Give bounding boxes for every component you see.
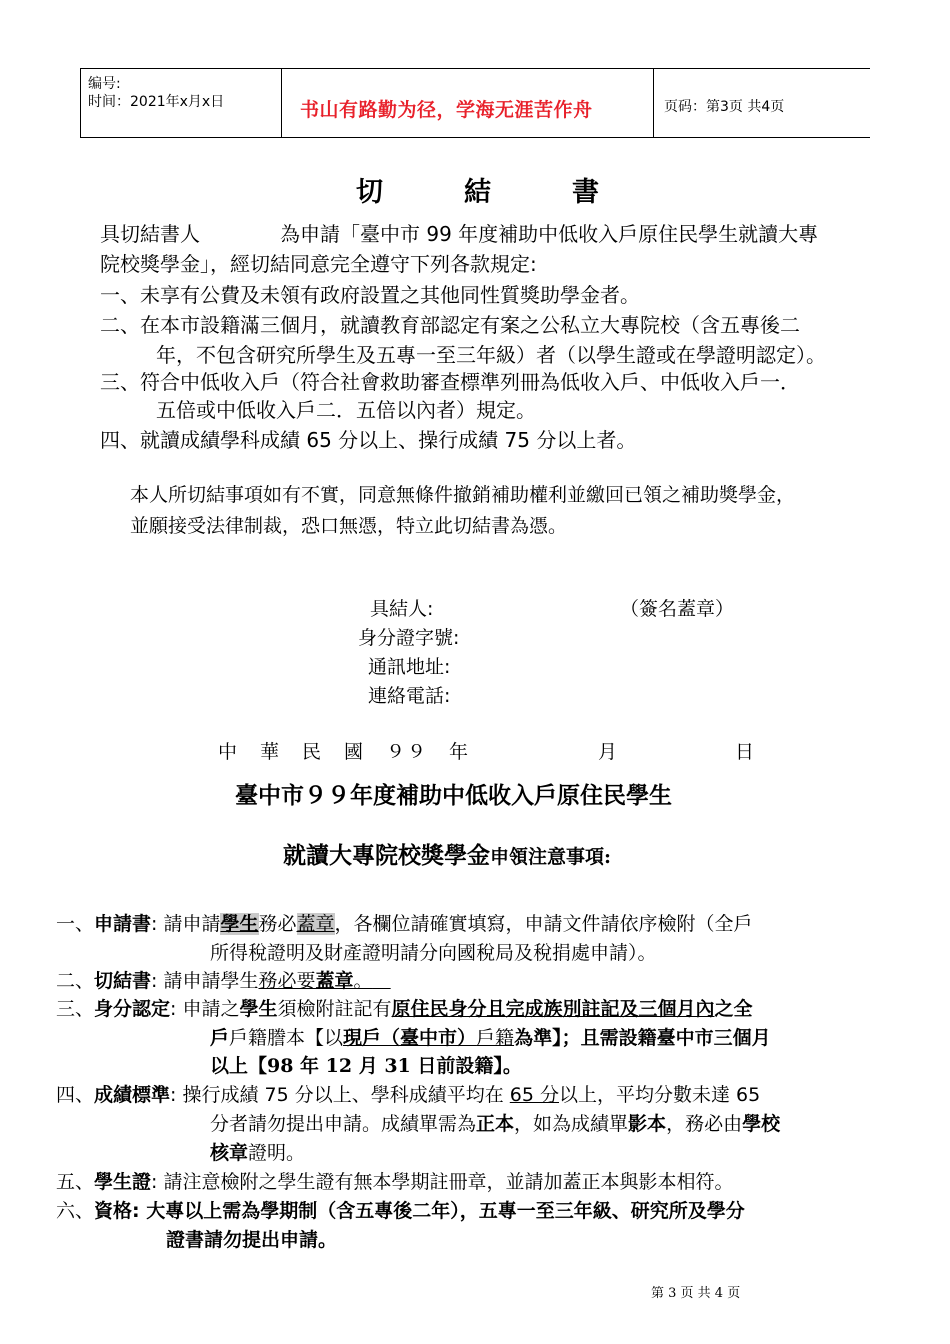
notice-item-3-line-2-d: 戶籍 — [476, 1027, 515, 1049]
notice-item-3-num: 三、 — [56, 998, 95, 1020]
rule-item-3-line-1: 三、符合中低收入戶（符合社會救助審查標準列冊為低收入戶、中低收入戶一． — [100, 370, 800, 394]
notice-item-4-line-2 — [210, 1109, 780, 1136]
notice-item-1-num: 一、 — [56, 913, 95, 935]
intro-line-1: 具切結書人 為申請「臺中市 99 年度補助中低收入戶原住民學生就讀大專 — [100, 222, 819, 246]
notice-item-5-text: : 請注意檢附之學生證有無本學期註冊章，並請加蓋正本與影本相符。 — [151, 1171, 734, 1193]
notice-item-6-num: 六、 — [56, 1200, 95, 1222]
notice-item-5 — [56, 1167, 733, 1194]
notice-item-4-line-3 — [210, 1138, 305, 1165]
notice-item-4-text-a: : 操行成績 75 分以上、學科成績平均在 — [170, 1084, 510, 1106]
notice-item-1-highlight-seal: 蓋章 — [296, 913, 335, 935]
notice-item-2-underline-3: 。 — [353, 970, 373, 992]
notice-item-4-underline: 65 分 — [509, 1084, 559, 1106]
rule-item-4: 四、就讀成績學科成績 65 分以上、操行成績 75 分以上者。 — [100, 428, 637, 452]
notice-item-3-line-2-c: 現戶（臺中市） — [343, 1027, 477, 1049]
notice-item-3-label: 身分認定 — [94, 998, 171, 1020]
notice-item-3-line-2 — [210, 1023, 771, 1050]
notice-item-3-line-2-e: 為準】；且需設籍臺中市三個月 — [514, 1027, 771, 1049]
date-year: 中 華 民 國 ９９ 年 — [218, 741, 471, 763]
notice-item-6-label: 資格: — [94, 1200, 140, 1222]
notice-item-3-text-c: 須檢附註記有 — [277, 998, 392, 1020]
notice-item-4-line-2-c: ，如為成績單 — [514, 1113, 629, 1135]
rule-item-2-line-1: 二、在本市設籍滿三個月，就讀教育部認定有案之公私立大專院校（含五專後二 — [100, 313, 800, 337]
intro-line-2: 院校獎學金」，經切結同意完全遵守下列各款規定: — [100, 252, 537, 276]
notice-item-2-text-a: : 請申請學生 — [151, 970, 259, 992]
notice-title-line-2 — [283, 837, 611, 870]
rule-item-3-line-2: 五倍或中低收入戶二．五倍以內者）規定。 — [156, 398, 536, 422]
notice-item-4-text-b: 以上，平均分數未達 65 — [559, 1084, 761, 1106]
notice-item-3-text-a: : 申請之 — [170, 998, 240, 1020]
notice-item-1-label: 申請書 — [94, 913, 152, 935]
notice-item-5-num: 五、 — [56, 1171, 95, 1193]
sign-note: （簽名蓋章） — [620, 598, 735, 620]
notice-title-main: 就讀大專院校獎學金 — [283, 842, 490, 869]
id-number-label: 身分證字號: — [358, 627, 460, 649]
notice-item-3-line-2-b: 戶籍謄本【以 — [229, 1027, 344, 1049]
notice-title-line-1: 臺中市９９年度補助中低收入戶原住民學生 — [235, 782, 672, 809]
notice-item-6 — [56, 1196, 745, 1223]
notice-item-4-line-2-f: 學校 — [742, 1113, 781, 1135]
notice-item-4-num: 四、 — [56, 1084, 95, 1106]
notice-item-3-student: 學生 — [239, 998, 278, 1020]
notice-item-4-line-2-d: 影本 — [628, 1113, 667, 1135]
notice-item-4-label: 成績標準 — [94, 1084, 171, 1106]
notice-item-2-underline-tail — [373, 970, 391, 992]
notice-item-3-line-3: 以上【98 年 12 月 31 日前設籍】。 — [210, 1055, 522, 1077]
notice-item-2-label: 切結書 — [94, 970, 152, 992]
declaration-line-1: 本人所切結事項如有不實，同意無條件撤銷補助權利並繳回已領之補助獎學金， — [130, 484, 796, 506]
notice-item-1 — [56, 909, 753, 936]
header-number-label: 编号: — [88, 76, 121, 92]
notice-item-3-line-2-a: 戶 — [210, 1027, 230, 1049]
notice-item-1-text-c: ，各欄位請確實填寫，申請文件請依序檢附（全戶 — [334, 913, 753, 935]
notice-item-3-underline: 原住民身分且完成族別註記及三個月內 — [391, 998, 715, 1020]
notice-item-2-underline-1: 務必要 — [258, 970, 316, 992]
date-day: 日 — [735, 741, 755, 763]
phone-label: 連絡電話: — [368, 685, 451, 707]
header-time-label: 时间：2021年x月x日 — [88, 94, 225, 110]
footer-page-number: 第 3 页 共 4 页 — [651, 1286, 741, 1301]
notice-item-4-line-3-b: 證明。 — [248, 1142, 306, 1164]
notice-item-1-highlight-student: 學生 — [220, 913, 259, 935]
signer-label: 具結人: — [370, 598, 434, 620]
address-label: 通訊地址: — [368, 656, 451, 678]
rule-item-2-line-2: 年，不包含研究所學生及五專一至三年級）者（以學生證或在學證明認定）。 — [156, 343, 826, 367]
notice-item-1-text-b: 務必 — [258, 913, 297, 935]
header-divider-2 — [653, 69, 654, 137]
notice-item-4-line-2-a: 分者請勿提出申請。成績單需為 — [210, 1113, 477, 1135]
notice-item-3 — [56, 994, 753, 1021]
notice-item-5-label: 學生證 — [94, 1171, 152, 1193]
document-title: 切 結 書 — [356, 177, 599, 208]
notice-item-4 — [56, 1080, 760, 1107]
rule-item-1: 一、未享有公費及未領有政府設置之其他同性質獎助學金者。 — [100, 283, 640, 307]
header-divider-1 — [281, 69, 282, 137]
notice-item-4-line-2-b: 正本 — [476, 1113, 515, 1135]
header-table — [80, 68, 870, 138]
notice-title-suffix: 申領注意事項: — [490, 846, 612, 868]
header-motto: 书山有路勤为径，学海无涯苦作舟 — [300, 99, 593, 121]
notice-item-4-line-2-e: ，務必由 — [666, 1113, 743, 1135]
notice-item-6-line-2: 證書請勿提出申請。 — [166, 1229, 338, 1251]
header-page-info: 页码：第3页 共4页 — [664, 99, 785, 115]
notice-item-6-text: 大專以上需為學期制（含五專後二年），五專一至三年級、研究所及學分 — [139, 1200, 745, 1222]
notice-item-2-num: 二、 — [56, 970, 95, 992]
notice-item-2-underline-2: 蓋章 — [315, 970, 354, 992]
notice-item-3-text-e: 之全 — [714, 998, 753, 1020]
notice-item-1-text-a: : 請申請 — [151, 913, 221, 935]
notice-item-2 — [56, 966, 391, 993]
header-border-left — [80, 69, 81, 137]
notice-item-1-line-2: 所得稅證明及財產證明請分向國稅局及稅捐處申請）。 — [210, 942, 657, 964]
notice-item-4-line-3-a: 核章 — [210, 1142, 249, 1164]
declaration-line-2: 並願接受法律制裁，恐口無憑，特立此切結書為憑。 — [130, 515, 568, 537]
date-month: 月 — [598, 741, 618, 763]
